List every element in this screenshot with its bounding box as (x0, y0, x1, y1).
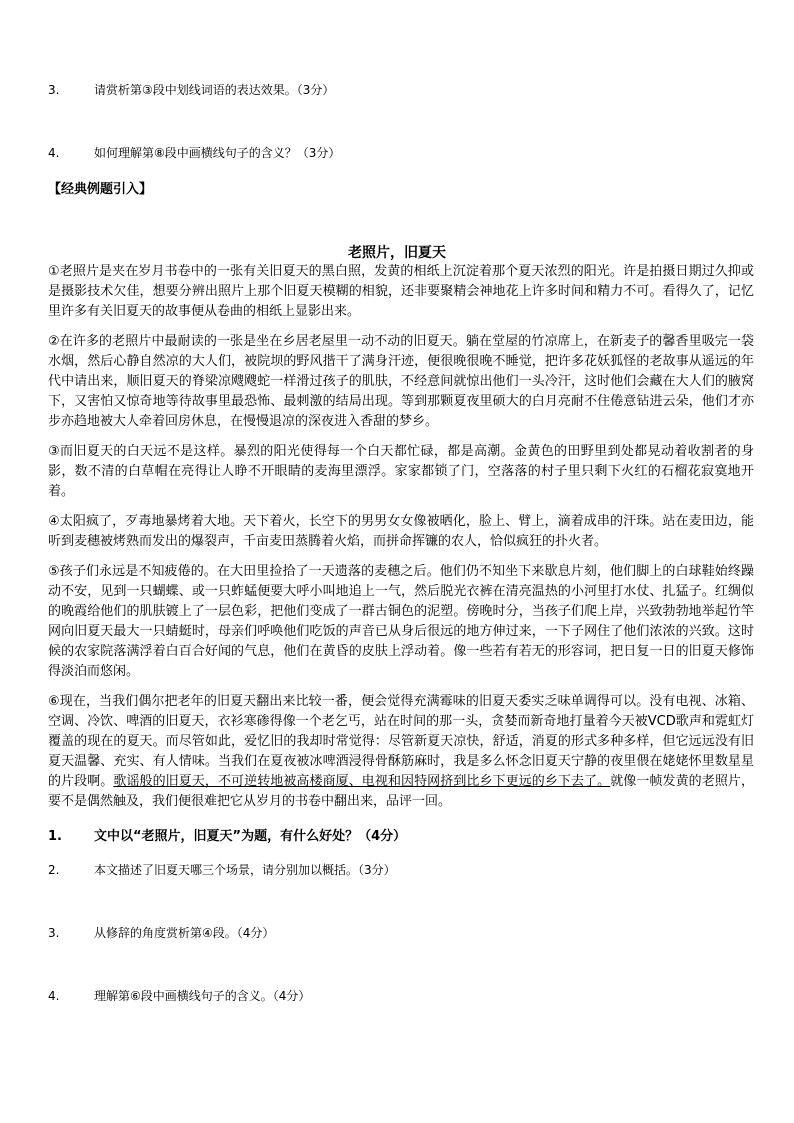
question-text: 从修辞的角度赏析第④段。（4分） (94, 926, 275, 940)
paragraph-4: ④太阳疯了，歹毒地暴烤着大地。天下着火，长空下的男男女女像被晒化，脸上、臂上，滴着成串的汗珠。站在麦田边，能听到麦穗被烤熟而发出的爆裂声，千亩麦田蒸腾着火焰，而拼命挥镰的农人，恰似疯狂的扑火者。 (48, 514, 754, 549)
question-number: 2. (48, 863, 60, 877)
paragraph-5: ⑤孩子们永远是不知疲倦的。在大田里捡拾了一天遗落的麦穗之后。他们仍不知坐下来歇息片刻，他们脚上的白球鞋始终躁动不安，见到一只蝴蝶、或一只蚱蜢便要大呼小叫地追上一气，然后脱光衣裤在清亮温热的小河里打水仗、扎猛子。红绸似的晚霞给他们的肌肤镀上了一层色彩，把他们变成了一群古铜色的泥塑。傍晚时分，当孩子们爬上岸，兴致勃勃地举起竹竿网向旧夏天最大一只蜻蜓时，母亲们呼唤他们吃饭的声音已从身后很远的地方伸过来，一下子网住了他们浓浓的兴致。这时候的农家院落满浮着白百合好闻的气息，他们在黄昏的皮肤上浮动着。像一些若有若无的形容词，把日复一日的旧夏天修饰得淡泊而悠闲。 (48, 564, 754, 679)
question-text: 请赏析第③段中划线词语的表达效果。（3分） (94, 83, 335, 97)
question-text: 文中以“老照片，旧夏天”为题，有什么好处？（4分） (94, 829, 407, 844)
paragraph-6 (48, 692, 754, 812)
paragraph-6-text-after: 就像一帧发黄的老照片，要不是偶然触及，我们便很难把它从岁月的书卷中翻出来，品评一回。 (48, 774, 754, 809)
paragraph-2: ②在许多的老照片中最耐读的一张是坐在乡居老屋里一动不动的旧夏天。躺在堂屋的竹凉席上，在新麦子的馨香里吸完一袋水烟，然后心静自然凉的大人们，被院坝的野风揩干了满身汗迹，便很晚很晚不睡觉，把许多花妖狐怪的老故事从遥远的年代中请出来，顺旧夏天的脊梁凉飕飕蛇一样滑过孩子的肌肤，不经意间就惊出他们一头冷汗，这时他们会藏在大人们的腋窝下，又害怕又惊奇地等待故事里最恐怖、最刺激的结局出现。等到那颗夏夜里硕大的白月亮耐不住倦意钻进云朵，他们才亦步亦趋地被大人牵着回房休息，在慢慢退凉的深夜进入香甜的梦乡。 (48, 334, 754, 429)
question-number: 1. (48, 829, 62, 844)
question-number: 3. (48, 83, 60, 97)
question-1 (48, 829, 406, 845)
question-text: 理解第⑥段中画横线句子的含义。（4分） (94, 989, 311, 1003)
question-4-top (48, 145, 340, 161)
question-3-top (48, 82, 334, 98)
paragraph-1: ①老照片是夹在岁月书卷中的一张有关旧夏天的黑白照，发黄的相纸上沉淀着那个夏天浓烈的阳光。许是拍摄日期过久抑或是摄影技术欠佳，想要分辨出照片上那个旧夏天模糊的相貌，还非要聚精会神地花上许多时间和精力不可。看得久了，记忆里许多有关旧夏天的故事便从卷曲的相纸上显影出来。 (48, 264, 754, 319)
question-text: 如何理解第⑧段中画横线句子的含义？（3分） (94, 146, 341, 160)
article-title: 老照片，旧夏天 (348, 245, 446, 261)
underlined-sentence: 歌谣般的旧夏天，不可逆转地被高楼商厦、电视和因特网挤到比乡下更远的乡下去了。 (113, 774, 611, 789)
question-4 (48, 988, 310, 1004)
question-2 (48, 862, 396, 878)
question-text: 本文描述了旧夏天哪三个场景，请分别加以概括。（3分） (94, 863, 396, 877)
question-number: 4. (48, 989, 60, 1003)
paragraph-6-text-before: ⑥现在，当我们偶尔把老年的旧夏天翻出来比较一番，便会觉得充满霉味的旧夏天委实乏味单调得可以。没有电视、冰箱、空调、冷饮、啤酒的旧夏天，衣衫寒碜得像一个老乞丐，站在时间的那一头，贪婪而新奇地打量着今天被VCD歌声和霓虹灯覆盖的现在的夏天。而尽管如此，爱忆旧的我却时常觉得：尽管新夏天凉快，舒适，消夏的形式多种多样，但它远远没有旧夏天温馨、充实、有人情味。当我们在夏夜被冰啤酒浸得骨酥筋麻时，我是多么怀念旧夏天宁静的夜里偎在姥姥怀里数星星的片段啊。 (48, 694, 754, 789)
section-heading: 【经典例题引入】 (48, 182, 153, 197)
question-3 (48, 925, 274, 941)
paragraph-3: ③而旧夏天的白天远不是这样。暴烈的阳光使得每一个白天都忙碌，都是高潮。金黄色的田野里到处都晃动着收割者的身影，数不清的白草帽在亮得让人睁不开眼睛的麦海里漂浮。家家都锁了门，空落落的村子里只剩下火红的石榴花寂寞地开着。 (48, 444, 754, 499)
question-number: 4. (48, 146, 60, 160)
question-number: 3. (48, 926, 60, 940)
